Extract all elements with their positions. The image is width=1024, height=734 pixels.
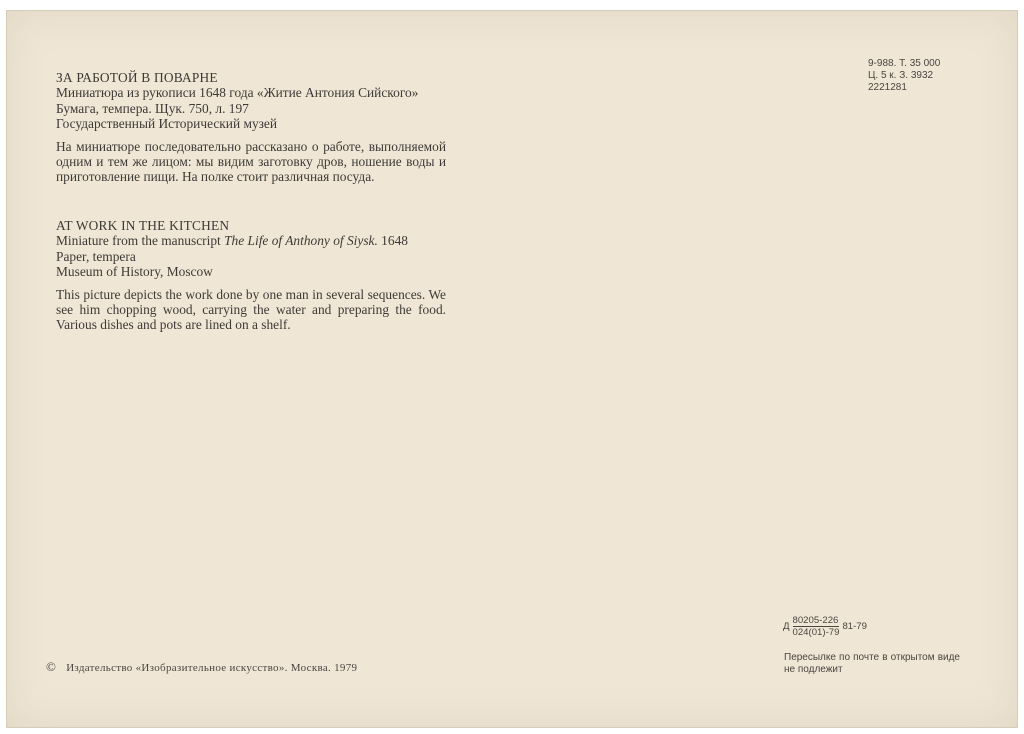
print-code-line: 9-988. Т. 35 000	[868, 58, 941, 69]
index-numerator: 80205-226	[792, 615, 839, 626]
index-denominator: 024(01)-79	[792, 627, 840, 638]
postal-note: Пересылке по почте в открытом виде не подлежит	[784, 652, 960, 675]
russian-source: Миниатюра из рукописи 1648 года «Житие Антония Сийского»	[56, 85, 419, 101]
print-code-line: 2221281	[868, 82, 907, 93]
english-material: Paper, tempera	[56, 248, 136, 264]
russian-material: Бумага, темпера. Щук. 750, л. 197	[56, 100, 249, 116]
print-code-line: Ц. 5 к. З. 3932	[868, 70, 934, 81]
publisher-text: Издательство «Изобразительное искусство». Москва. 1979	[66, 662, 358, 674]
english-title: AT WORK IN THE KITCHEN	[56, 218, 230, 233]
english-description: This picture depicts the work done by one man in several sequences. We see him chopping wood, carrying the water and preparing the food. Various dishes and pots are lined on a shelf.	[56, 286, 446, 333]
english-museum: Museum of History, Moscow	[56, 264, 213, 280]
print-codes	[868, 58, 940, 94]
copyright-icon: ©	[46, 659, 57, 674]
russian-description: На миниатюре последовательно рассказано о работе, выполняемой одним и тем же лицом: мы видим заготовку дров, ношение воды и приготовление пищи. На полке стоит различная посуда.	[56, 138, 446, 185]
russian-title: ЗА РАБОТОЙ В ПОВАРНЕ	[56, 70, 218, 85]
russian-caption	[56, 70, 446, 185]
english-source: Miniature from the manuscript The Life of Anthony of Siysk. 1648	[56, 233, 408, 249]
catalog-index: Д $\frac{80205-226}{024(01)-79}$ 81-79	[783, 615, 867, 638]
english-caption	[56, 218, 446, 333]
russian-museum: Государственный Исторический музей	[56, 116, 278, 132]
publisher-line	[46, 659, 357, 675]
index-suffix: 81-79	[842, 621, 867, 632]
